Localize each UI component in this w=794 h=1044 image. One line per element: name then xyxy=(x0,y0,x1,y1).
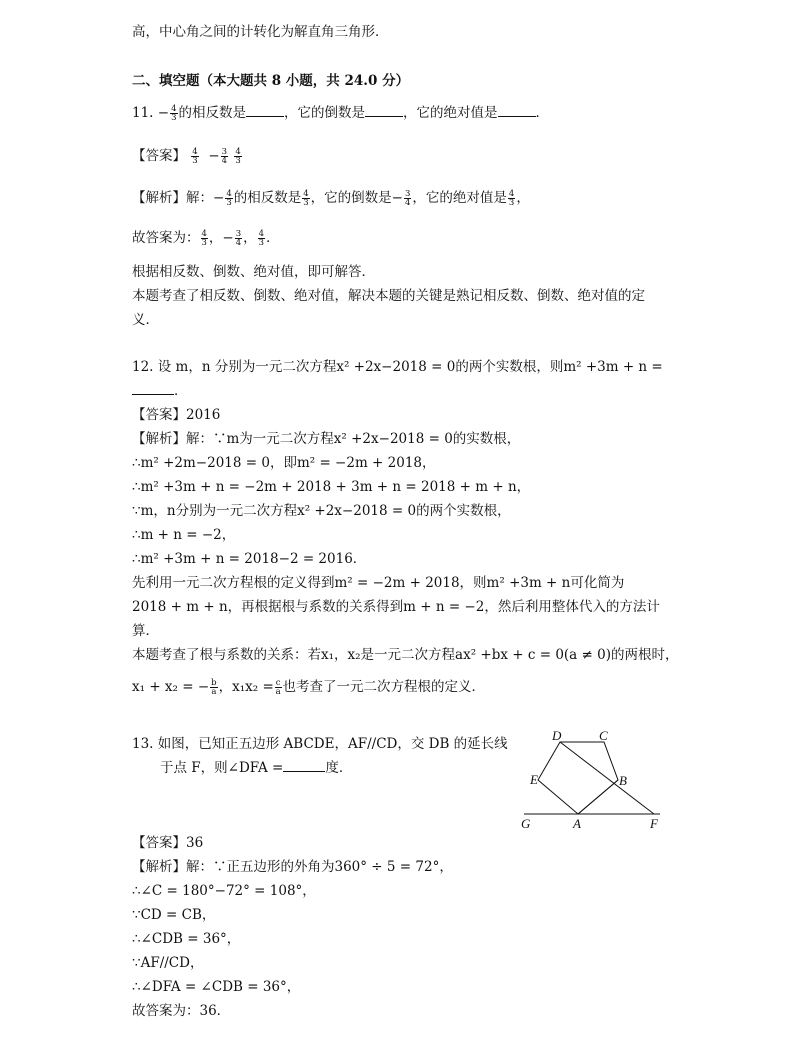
q11-analysis xyxy=(132,189,530,207)
pentagon-figure xyxy=(510,724,670,834)
q13-analysis-7: 故答案为：36． xyxy=(132,1003,231,1019)
q11-blank-2[interactable] xyxy=(365,104,403,117)
q12-frac-b-a: $\frac{b}{a}$ xyxy=(211,678,217,697)
q13-question: 13. 如图，已知正五边形 ABCDE，AF//CD，交 DB 的延长线 xyxy=(132,736,508,752)
q11-conclusion-frac-2: $\frac{3}{4}$ xyxy=(235,229,242,248)
line-ab xyxy=(578,780,618,814)
q11-analysis-p2: ，它的倒数是 xyxy=(310,190,392,206)
q11-analysis-minus: − xyxy=(213,190,225,206)
q12-analysis-3: ∴m² +3m + n = −2m + 2018 + 3m + n = 2018 + m + n， xyxy=(132,479,531,495)
q12-question-line2 xyxy=(132,382,188,400)
q11-number: 11. xyxy=(132,105,154,121)
label-f: F xyxy=(650,816,658,831)
q11-line4b: 义． xyxy=(132,312,159,328)
q11-analysis-frac-2: $\frac{4}{3}$ xyxy=(303,189,309,208)
q11-analysis-label: 【解析】 xyxy=(132,190,186,206)
q12-frac-c-a: $\frac{c}{a}$ xyxy=(275,678,281,697)
q13-analysis-3: ∵CD = CB， xyxy=(132,907,216,923)
q12-analysis-5: ∴m + n = −2， xyxy=(132,527,236,543)
label-g: G xyxy=(521,816,531,831)
q11-analysis-minus-2: − xyxy=(391,190,403,206)
q12-analysis-6: ∴m² +3m + n = 2018−2 = 2016． xyxy=(132,551,367,567)
q11-text-1: 的相反数是 xyxy=(178,105,247,121)
q12-line2-end: ． xyxy=(174,383,188,399)
q13-analysis-2: ∴∠C = 180°−72° = 108°， xyxy=(132,883,316,899)
q11-answer-3: $\frac{4}{3}$ xyxy=(235,147,241,166)
q11-analysis-p1: 的相反数是 xyxy=(233,190,302,206)
label-e: E xyxy=(530,772,538,787)
q13-line2b: 度． xyxy=(325,760,353,776)
q11-blank-3[interactable] xyxy=(498,104,536,117)
q11-blank-1[interactable] xyxy=(246,104,284,117)
q12-analysis-4: ∵m，n分别为一元二次方程x² +2x−2018 = 0的两个实数根， xyxy=(132,503,511,519)
q11-text-4: ． xyxy=(535,105,550,121)
q12-analysis-1: 【解析】解：∵m为一元二次方程x² +2x−2018 = 0的实数根， xyxy=(132,431,521,447)
q11-answer-label: 【答案】 xyxy=(132,148,186,164)
q11-analysis-frac-1: $\frac{4}{3}$ xyxy=(226,189,232,208)
q11-analysis-frac-4: $\frac{4}{3}$ xyxy=(508,189,515,208)
q11-conclusion xyxy=(132,229,280,247)
q11-answer-1: $\frac{4}{3}$ xyxy=(192,147,198,166)
q13-analysis-4: ∴∠CDB = 36°， xyxy=(132,931,241,947)
label-b: B xyxy=(619,773,627,788)
q13-analysis-6: ∴∠DFA = ∠CDB = 36°， xyxy=(132,979,301,995)
q11-line4a: 本题考查了相反数、倒数、绝对值，解决本题的关键是熟记相反数、倒数、绝对值的定 xyxy=(132,288,645,304)
q13-line2a: 于点 F，则∠DFA = xyxy=(160,760,284,776)
q11-conclusion-frac-3: $\frac{4}{3}$ xyxy=(258,229,265,248)
q11-conclusion-period: ． xyxy=(266,230,280,246)
q12-a11-end: 也考查了一元二次方程根的定义． xyxy=(282,679,486,695)
q11-analysis-frac-3: $\frac{3}{4}$ xyxy=(404,189,411,208)
q12-analysis-8: 2018 + m + n，再根据根与系数的关系得到m + n = −2，然后利用整体代入的方法计 xyxy=(132,599,660,615)
q13-analysis-1: 【解析】解：∵正五边形的外角为360° ÷ 5 = 72°， xyxy=(132,859,453,875)
label-d: D xyxy=(552,728,562,743)
label-a: A xyxy=(573,816,581,831)
q13-answer: 【答案】36 xyxy=(132,835,204,851)
q11-conclusion-comma-2: ， xyxy=(243,230,257,246)
q11-minus: − xyxy=(157,105,170,121)
intro-line: 高，中心角之间的计转化为解直角三角形． xyxy=(132,24,389,40)
q11-answer-minus: − xyxy=(208,148,220,164)
q12-analysis-10: 本题考查了根与系数的关系：若x₁，x₂是一元二次方程ax² +bx + c = 0(a ≠ 0)的两根时， xyxy=(132,647,679,663)
line-df xyxy=(560,742,654,814)
pentagon-abcde xyxy=(538,742,618,814)
q12-answer: 【答案】2016 xyxy=(132,407,221,423)
q11-question xyxy=(132,104,549,122)
q12-analysis-2: ∴m² +2m−2018 = 0，即m² = −2m + 2018， xyxy=(132,455,436,471)
q11-fraction: $\frac{4}{3}$ xyxy=(171,104,177,123)
q11-analysis-p4: ， xyxy=(516,190,530,206)
q13-analysis-5: ∵AF//CD， xyxy=(132,955,204,971)
q13-blank[interactable] xyxy=(283,759,325,772)
q13-question-line2 xyxy=(160,759,352,777)
q11-text-3: ，它的绝对值是 xyxy=(403,105,498,121)
q11-answer-2: $\frac{3}{4}$ xyxy=(221,147,228,166)
section-heading: 二、填空题（本大题共 8 小题，共 24.0 分） xyxy=(132,73,410,89)
q12-a11-mid: ，x₁x₂ = xyxy=(218,679,274,695)
q12-analysis-9: 算． xyxy=(132,623,159,639)
q12-a11-start: x₁ + x₂ = − xyxy=(132,679,210,695)
q11-answer xyxy=(132,147,243,165)
q12-analysis-7: 先利用一元二次方程根的定义得到m² = −2m + 2018，则m² +3m + n可化简为 xyxy=(132,575,625,591)
q11-analysis-p3: ，它的绝对值是 xyxy=(412,190,507,206)
q11-conclusion-label: 故答案为： xyxy=(132,230,200,246)
q11-conclusion-comma: ， xyxy=(208,230,223,246)
q11-conclusion-frac-1: $\frac{4}{3}$ xyxy=(201,229,207,248)
q11-analysis-text: 解： xyxy=(186,190,213,206)
label-c: C xyxy=(599,728,608,743)
q11-text-2: ，它的倒数是 xyxy=(284,105,366,121)
q12-blank[interactable] xyxy=(132,382,174,395)
q12-analysis-11 xyxy=(132,678,485,696)
q11-conclusion-minus: − xyxy=(222,230,234,246)
q11-line3: 根据相反数、倒数、绝对值，即可解答． xyxy=(132,264,375,280)
q12-question: 12. 设 m，n 分别为一元二次方程x² +2x−2018 = 0的两个实数根，则m² +3m + n = xyxy=(132,359,663,375)
